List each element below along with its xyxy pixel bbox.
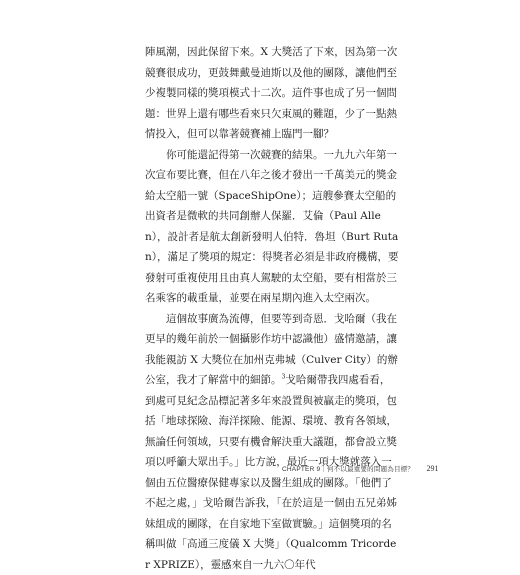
paragraph-text: 你可能還記得第一次競賽的結果。一九九六年第一次宣布要比賽，但在八年之後才發出一千萬美元的獎金給太空船一號（SpaceShipOne）；這艘參賽太空船的出資者是微軟的共同創辦人保羅．艾倫（Paul Allen），設計者是航太創新發明人伯特．魯坦（Burt Rutan），滿足了獎項的規定：得獎者必須是非政府機構，要發射可重複使用且由真人駕駛的太空船，要有相當於三名乘客的載重量，並要在兩星期內進入太空兩次。	[145, 149, 399, 305]
paragraph-text: 這個故事廣為流傳，但要等到奇恩．戈哈爾（我在更早的幾年前於一個攝影作坊中認識他）盛情邀請，讓我能親訪 X 大獎位在加州克弗城（Culver City）的辦公室，我才了解當中的細節。	[145, 313, 398, 387]
footnote-marker: 3	[282, 374, 286, 381]
paragraph	[145, 145, 400, 309]
page-footer	[282, 464, 438, 473]
body-text	[145, 42, 400, 575]
paragraph	[145, 42, 400, 145]
running-footer-chapter: CHAPTER 9｜何不以最重要的問題為目標？	[282, 466, 414, 473]
paragraph-text: 戈哈爾帶我四處看看，到處可見紀念品標記著多年來設置與被贏走的獎項，包括「地球探險、海洋探險、能源、環境、教育各領域，無論任何領域，只要有機會解決重大議題，都會設立獎項以呼籲大眾出手。」比方說，最近一項大獎就落入一個由五位醫療保健專家以及醫生組成的團隊。「他們了不起之處，」戈哈爾告訴我，「在於這是一個由五兄弟姊妹組成的團隊，在自家地下室做實驗。」這個獎項的名稱叫做「高通三度儀 X 大獎」（Qualcomm Tricorder XPRIZE），靈感來自一九六〇年代	[145, 374, 397, 571]
paragraph	[145, 309, 400, 575]
page-number: 291	[426, 464, 438, 473]
paragraph-text: 陣風潮，因此保留下來。X 大獎活了下來，因為第一次競賽很成功，更鼓舞戴曼迪斯以及他的團隊，讓他們至少複製同樣的獎項模式十二次。這件事也成了另一個問題：世界上還有哪些看來只欠東風的難題，少了一點熱情投入，但可以靠著競賽補上臨門一腳？	[145, 46, 397, 140]
